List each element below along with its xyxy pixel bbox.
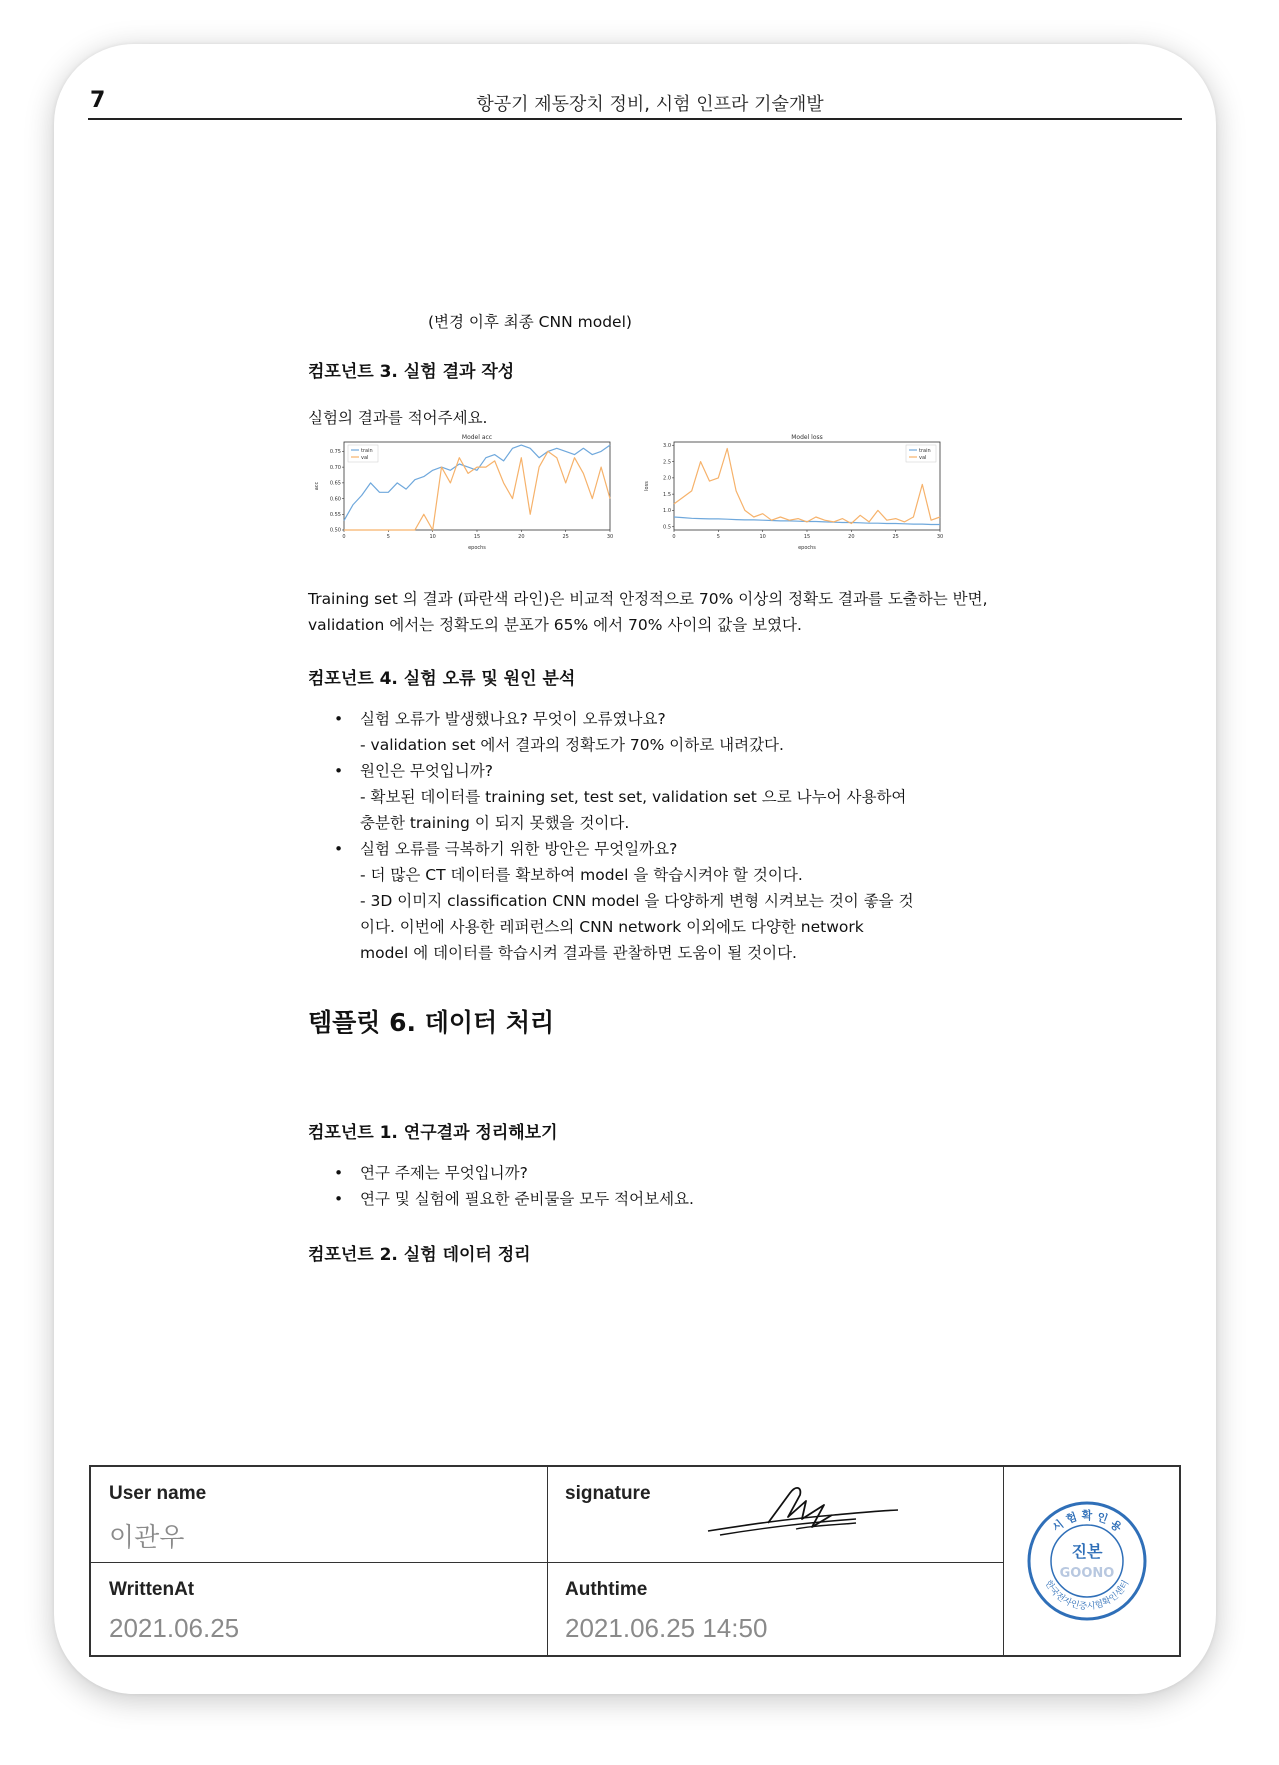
y-tick-label: 3.0 bbox=[663, 442, 671, 449]
y-tick-label: 0.50 bbox=[329, 527, 341, 534]
y-tick-label: 0.60 bbox=[329, 496, 341, 503]
x-axis-label: epochs bbox=[468, 545, 486, 551]
template-6-heading: 템플릿 6. 데이터 처리 bbox=[308, 1008, 555, 1037]
chart-title: Model loss bbox=[791, 434, 823, 441]
seal-inner-ring bbox=[1051, 1525, 1123, 1597]
t6-component-1-heading: 컴포넌트 1. 연구결과 정리해보기 bbox=[308, 1123, 558, 1143]
component-3-heading: 컴포넌트 3. 실험 결과 작성 bbox=[308, 362, 515, 382]
answer-line: model 에 데이터를 학습시켜 결과를 관찰하면 도움이 될 것이다. bbox=[360, 944, 797, 962]
question-text: 실험 오류를 극복하기 위한 방안은 무엇일까요? bbox=[360, 840, 678, 858]
list-item bbox=[334, 758, 1000, 836]
list-item-text: 연구 주제는 무엇입니까? bbox=[360, 1164, 528, 1182]
answer-line: 충분한 training 이 되지 못했을 것이다. bbox=[360, 814, 630, 832]
x-tick-label: 30 bbox=[606, 534, 614, 540]
x-tick-label: 15 bbox=[803, 534, 811, 540]
table-divider bbox=[1003, 1467, 1004, 1655]
authentication-seal-icon bbox=[1023, 1497, 1151, 1625]
legend-label: val bbox=[361, 454, 369, 461]
written-at-label: WrittenAt bbox=[109, 1579, 195, 1600]
header-rule bbox=[88, 118, 1182, 120]
answer-line: 이다. 이번에 사용한 레퍼런스의 CNN network 이외에도 다양한 network bbox=[360, 918, 864, 936]
running-title: 항공기 제동장치 정비, 시험 인프라 기술개발 bbox=[476, 94, 824, 115]
question-text: 원인은 무엇입니까? bbox=[360, 762, 493, 780]
x-axis-label: epochs bbox=[798, 545, 816, 551]
list-item bbox=[334, 1186, 1000, 1212]
y-tick-label: 0.65 bbox=[329, 480, 341, 487]
seal-top-text: 시 험 확 인 용 bbox=[1049, 1509, 1125, 1535]
auth-time-label: Authtime bbox=[565, 1579, 648, 1600]
list-item-text: 연구 및 실험에 필요한 준비물을 모두 적어보세요. bbox=[360, 1190, 694, 1208]
x-tick-label: 30 bbox=[936, 534, 944, 540]
y-axis-label: loss bbox=[644, 481, 650, 491]
x-tick-label: 0 bbox=[342, 534, 346, 540]
y-tick-label: 1.0 bbox=[663, 508, 671, 515]
plot-frame bbox=[674, 442, 940, 530]
y-tick-label: 0.55 bbox=[329, 511, 341, 518]
component-4-heading: 컴포넌트 4. 실험 오류 및 원인 분석 bbox=[308, 669, 576, 689]
figure-caption: (변경 이후 최종 CNN model) bbox=[428, 313, 632, 331]
user-name-value: 이관우 bbox=[109, 1522, 185, 1552]
seal-center-text: 진본 bbox=[1071, 1542, 1103, 1561]
seal-bottom-text: 한국전자인증시험확인센터 bbox=[1042, 1578, 1132, 1613]
written-at-value: 2021.06.25 bbox=[109, 1613, 240, 1643]
loss-chart bbox=[638, 430, 950, 558]
t6-component-1-list bbox=[308, 1160, 1000, 1212]
legend-label: val bbox=[919, 454, 927, 461]
table-divider bbox=[547, 1467, 548, 1655]
accuracy-chart bbox=[308, 430, 620, 558]
page-number: 7 bbox=[90, 88, 106, 113]
y-axis-label: acc bbox=[314, 481, 320, 491]
bullet: • bbox=[334, 762, 344, 780]
x-tick-label: 25 bbox=[892, 534, 899, 540]
y-tick-label: 0.70 bbox=[329, 464, 341, 471]
x-tick-label: 5 bbox=[716, 534, 720, 540]
bullet: • bbox=[334, 840, 344, 858]
list-item bbox=[334, 836, 1000, 966]
bullet: • bbox=[334, 1190, 344, 1208]
x-tick-label: 20 bbox=[518, 534, 525, 540]
y-tick-label: 1.5 bbox=[663, 491, 671, 498]
chart-title: Model acc bbox=[461, 434, 493, 441]
bullet: • bbox=[334, 1164, 344, 1182]
legend-label: train bbox=[361, 447, 373, 454]
x-tick-label: 0 bbox=[672, 534, 676, 540]
list-item bbox=[334, 706, 1000, 758]
answer-line: - 더 많은 CT 데이터를 확보하여 model 을 학습시켜야 할 것이다. bbox=[360, 866, 803, 884]
signature-label: signature bbox=[565, 1483, 651, 1504]
answer-line: - 3D 이미지 classification CNN model 을 다양하게 변형 시켜보는 것이 좋을 것 bbox=[360, 892, 914, 910]
error-analysis-list bbox=[308, 706, 1000, 966]
y-tick-label: 0.5 bbox=[663, 524, 671, 531]
list-item bbox=[334, 1160, 1000, 1186]
auth-footer-table bbox=[89, 1465, 1181, 1657]
x-tick-label: 25 bbox=[562, 534, 569, 540]
x-tick-label: 10 bbox=[429, 534, 436, 540]
auth-time-value: 2021.06.25 14:50 bbox=[565, 1613, 768, 1643]
table-divider bbox=[91, 1562, 1003, 1563]
plot-frame bbox=[344, 442, 610, 530]
y-tick-label: 2.0 bbox=[663, 475, 671, 482]
svg-text:시 험 확 인 용 bbox=[1050, 1508, 1125, 1535]
component-3-prompt: 실험의 결과를 적어주세요. bbox=[308, 409, 488, 427]
bullet: • bbox=[334, 710, 344, 728]
answer-line: - validation set 에서 결과의 정확도가 70% 이하로 내려갔다. bbox=[360, 736, 784, 754]
seal-mid-text: GOONO bbox=[1059, 1566, 1115, 1581]
x-tick-label: 5 bbox=[386, 534, 390, 540]
svg-text:한국전자인증시험확인센터 bbox=[1042, 1578, 1131, 1612]
y-tick-label: 2.5 bbox=[663, 459, 671, 466]
answer-line: - 확보된 데이터를 training set, test set, validation set 으로 나누어 사용하여 bbox=[360, 788, 907, 806]
legend-label: train bbox=[919, 447, 931, 454]
x-tick-label: 20 bbox=[848, 534, 855, 540]
y-tick-label: 0.75 bbox=[329, 449, 341, 456]
x-tick-label: 15 bbox=[473, 534, 481, 540]
x-tick-label: 10 bbox=[759, 534, 766, 540]
user-name-label: User name bbox=[109, 1483, 207, 1504]
result-paragraph: Training set 의 결과 (파란색 라인)은 비교적 안정적으로 70% 이상의 정확도 결과를 도출하는 반면, validation 에서는 정확도의 분포가 65% 에서 70% 사이의 값을 보였다. bbox=[308, 590, 988, 634]
question-text: 실험 오류가 발생했나요? 무엇이 오류였나요? bbox=[360, 710, 666, 728]
signature-image bbox=[706, 1479, 906, 1551]
t6-component-2-heading: 컴포넌트 2. 실험 데이터 정리 bbox=[308, 1245, 531, 1265]
